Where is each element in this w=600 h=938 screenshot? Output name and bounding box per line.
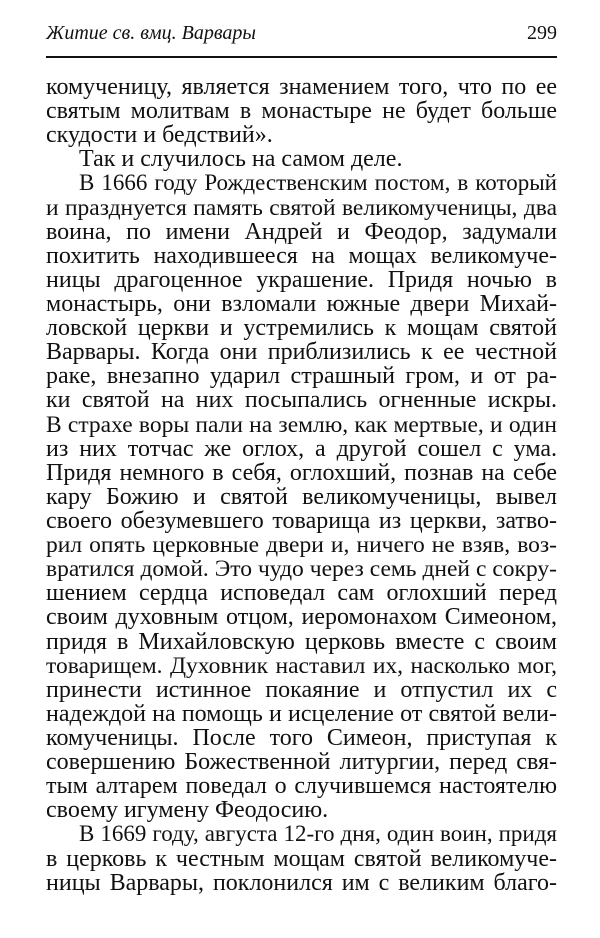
text-line: принести истинное покаяние и отпустил их с [46, 676, 557, 703]
text-line: В страхе воры пали на землю, как мертвые, и один [46, 411, 557, 438]
text-line: ницы Варвары, поклонился им с великим благо- [46, 869, 557, 896]
text-line: ницы драгоценное украшение. Придя ночью в [46, 266, 557, 293]
text-line: комученицы. После того Симеон, приступая к [46, 724, 557, 751]
text-line: воина, по имени Андрей и Феодор, задумали [46, 218, 557, 245]
header-rule [46, 56, 557, 58]
text-line: вратился домой. Это чудо через семь дней с сокру- [46, 556, 557, 583]
text-line: Так и случилось на самом деле. [79, 146, 403, 173]
text-line: товарищем. Духовник наставил их, насколько мог, [46, 652, 557, 679]
text-line: Придя немного в себя, оглохший, познав на себе [46, 459, 557, 486]
text-line: в церковь к честным мощам святой великомуче- [46, 845, 557, 872]
text-line: своему игумену Феодосию. [46, 797, 329, 824]
text-line: ки святой на них посыпались огненные искры. [46, 387, 557, 414]
text-line: придя в Михайловскую церковь вместе с своим [46, 628, 557, 655]
text-line: шением сердца исповедал сам оглохший перед [46, 580, 557, 607]
text-line: святым молитвам в монастыре не будет больше [46, 98, 557, 125]
text-line: рил опять церковные двери и, ничего не взяв, воз- [46, 532, 557, 559]
running-title: Житие св. вмц. Варвары [46, 22, 256, 44]
text-line: и празднуется память святой великомученицы, два [46, 194, 557, 221]
text-line: ловской церкви и устремились к мощам святой [46, 315, 557, 342]
text-line: надеждой на помощь и исцеление от святой вели- [46, 700, 557, 727]
page-number: 299 [527, 22, 557, 44]
text-line: своего обезумевшего товарища из церкви, затво- [46, 507, 557, 534]
text-line: похитить находившееся на мощах великомуче- [46, 242, 557, 269]
text-line: раке, внезапно ударил страшный гром, и от ра- [46, 363, 557, 390]
text-line: тым алтарем поведал о случившемся настоятелю [46, 773, 557, 800]
text-line: из них тотчас же оглох, а другой сошел с ума. [46, 435, 557, 462]
text-line: В 1669 году, августа 12-го дня, один воин, придя [79, 821, 557, 847]
text-line: кару Божию и святой великомученицы, вывел [46, 483, 557, 510]
text-line: совершению Божественной литургии, перед свя- [46, 749, 557, 776]
text-line: Варвары. Когда они приблизились к ее честной [46, 339, 557, 366]
text-line: своим духовным отцом, иеромонахом Симеоном, [46, 604, 557, 631]
running-header [46, 22, 557, 52]
text-line: В 1666 году Рождественским постом, в который [79, 170, 557, 196]
text-line: комученицу, является знамением того, что по ее [46, 74, 557, 100]
body-text [46, 75, 557, 895]
text-line: монастырь, они взломали южные двери Михай- [46, 290, 557, 317]
text-line: скудости и бедствий». [46, 122, 273, 149]
